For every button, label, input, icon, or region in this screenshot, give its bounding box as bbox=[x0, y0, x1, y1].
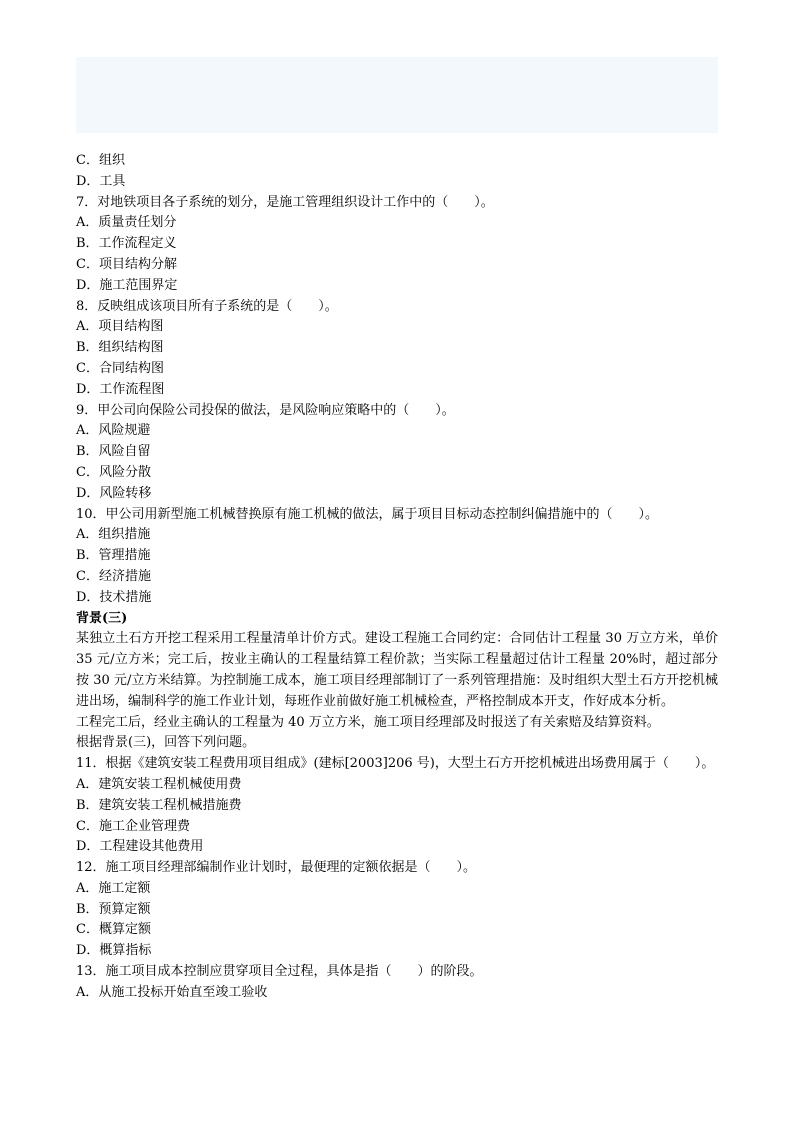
question-text: 7．对地铁项目各子系统的划分，是施工管理组织设计工作中的（ ）。 bbox=[76, 194, 494, 210]
background-paragraph: 某独立土石方开挖工程采用工程量清单计价方式。建设工程施工合同约定：合同估计工程量 30 万立方米，单价 35 元/立方米；完工后，按业主确认的工程量结算工程价款；当实际工程量超过估计工程量 20%时，超过部分按 30 元/立方米结算。为控制施工成本，施工项目经理部制订了一系列管理措施：及时组织大型土石方开挖机械进出场，编制科学的施工作业计划，每班作业前做好施工机械检查，严格控制成本开支，作好成本分析。 bbox=[76, 631, 718, 709]
answer-option: C．经济措施 bbox=[76, 568, 151, 584]
answer-option: A．质量责任划分 bbox=[76, 215, 177, 231]
question-block-b bbox=[76, 754, 718, 1004]
question-text: 12．施工项目经理部编制作业计划时，最便理的定额依据是（ ）。 bbox=[76, 860, 477, 876]
answer-option: D．工具 bbox=[76, 173, 126, 189]
answer-option: B．管理措施 bbox=[76, 548, 151, 564]
answer-option: D．风险转移 bbox=[76, 485, 152, 501]
answer-option: B．预算定额 bbox=[76, 901, 151, 917]
question-text: 9．甲公司向保险公司投保的做法，是风险响应策略中的（ ）。 bbox=[76, 402, 455, 418]
answer-option: B．组织结构图 bbox=[76, 340, 164, 356]
answer-option: C．组织 bbox=[76, 153, 125, 168]
answer-option: A．施工定额 bbox=[76, 880, 151, 896]
answer-option: A．从施工投标开始直至竣工验收 bbox=[76, 984, 268, 1000]
background-instruction: 根据背景(三)，回答下列问题。 bbox=[76, 735, 256, 751]
answer-option: A．组织措施 bbox=[76, 527, 151, 543]
answer-option: B．工作流程定义 bbox=[76, 236, 177, 252]
background-paragraph: 工程完工后，经业主确认的工程量为 40 万立方米，施工项目经理部及时报送了有关索赔及结算资料。 bbox=[76, 714, 660, 730]
answer-option: C．概算定额 bbox=[76, 922, 151, 938]
answer-option: D．工作流程图 bbox=[76, 381, 165, 397]
answer-option: C．合同结构图 bbox=[76, 360, 164, 376]
answer-option: A．风险规避 bbox=[76, 423, 151, 439]
answer-option: B．建筑安装工程机械措施费 bbox=[76, 797, 242, 813]
question-text: 8．反映组成该项目所有子系统的是（ ）。 bbox=[76, 298, 338, 314]
answer-option: D．工程建设其他费用 bbox=[76, 839, 204, 855]
question-text: 10．甲公司用新型施工机械替换原有施工机械的做法，属于项目目标动态控制纠偏措施中的（ ）。 bbox=[76, 506, 659, 522]
answer-option: D．概算指标 bbox=[76, 943, 152, 959]
answer-option: C．风险分散 bbox=[76, 464, 151, 480]
answer-option: A．项目结构图 bbox=[76, 319, 164, 335]
header-banner bbox=[76, 57, 718, 133]
answer-option: C．项目结构分解 bbox=[76, 256, 177, 272]
answer-option: A．建筑安装工程机械使用费 bbox=[76, 776, 242, 792]
section-heading: 背景(三) bbox=[76, 610, 128, 626]
answer-option: B．风险自留 bbox=[76, 444, 151, 460]
question-block-a bbox=[76, 151, 718, 609]
answer-option: D．施工范围界定 bbox=[76, 277, 178, 293]
answer-option: D．技术措施 bbox=[76, 589, 152, 605]
answer-option: C．施工企业管理费 bbox=[76, 818, 190, 834]
question-text: 13．施工项目成本控制应贯穿项目全过程，具体是指（ ）的阶段。 bbox=[76, 964, 483, 980]
question-text: 11．根据《建筑安装工程费用项目组成》(建标[2003]206 号)，大型土石方开挖机械进出场费用属于（ ）。 bbox=[76, 756, 715, 772]
document-body bbox=[76, 151, 718, 1004]
